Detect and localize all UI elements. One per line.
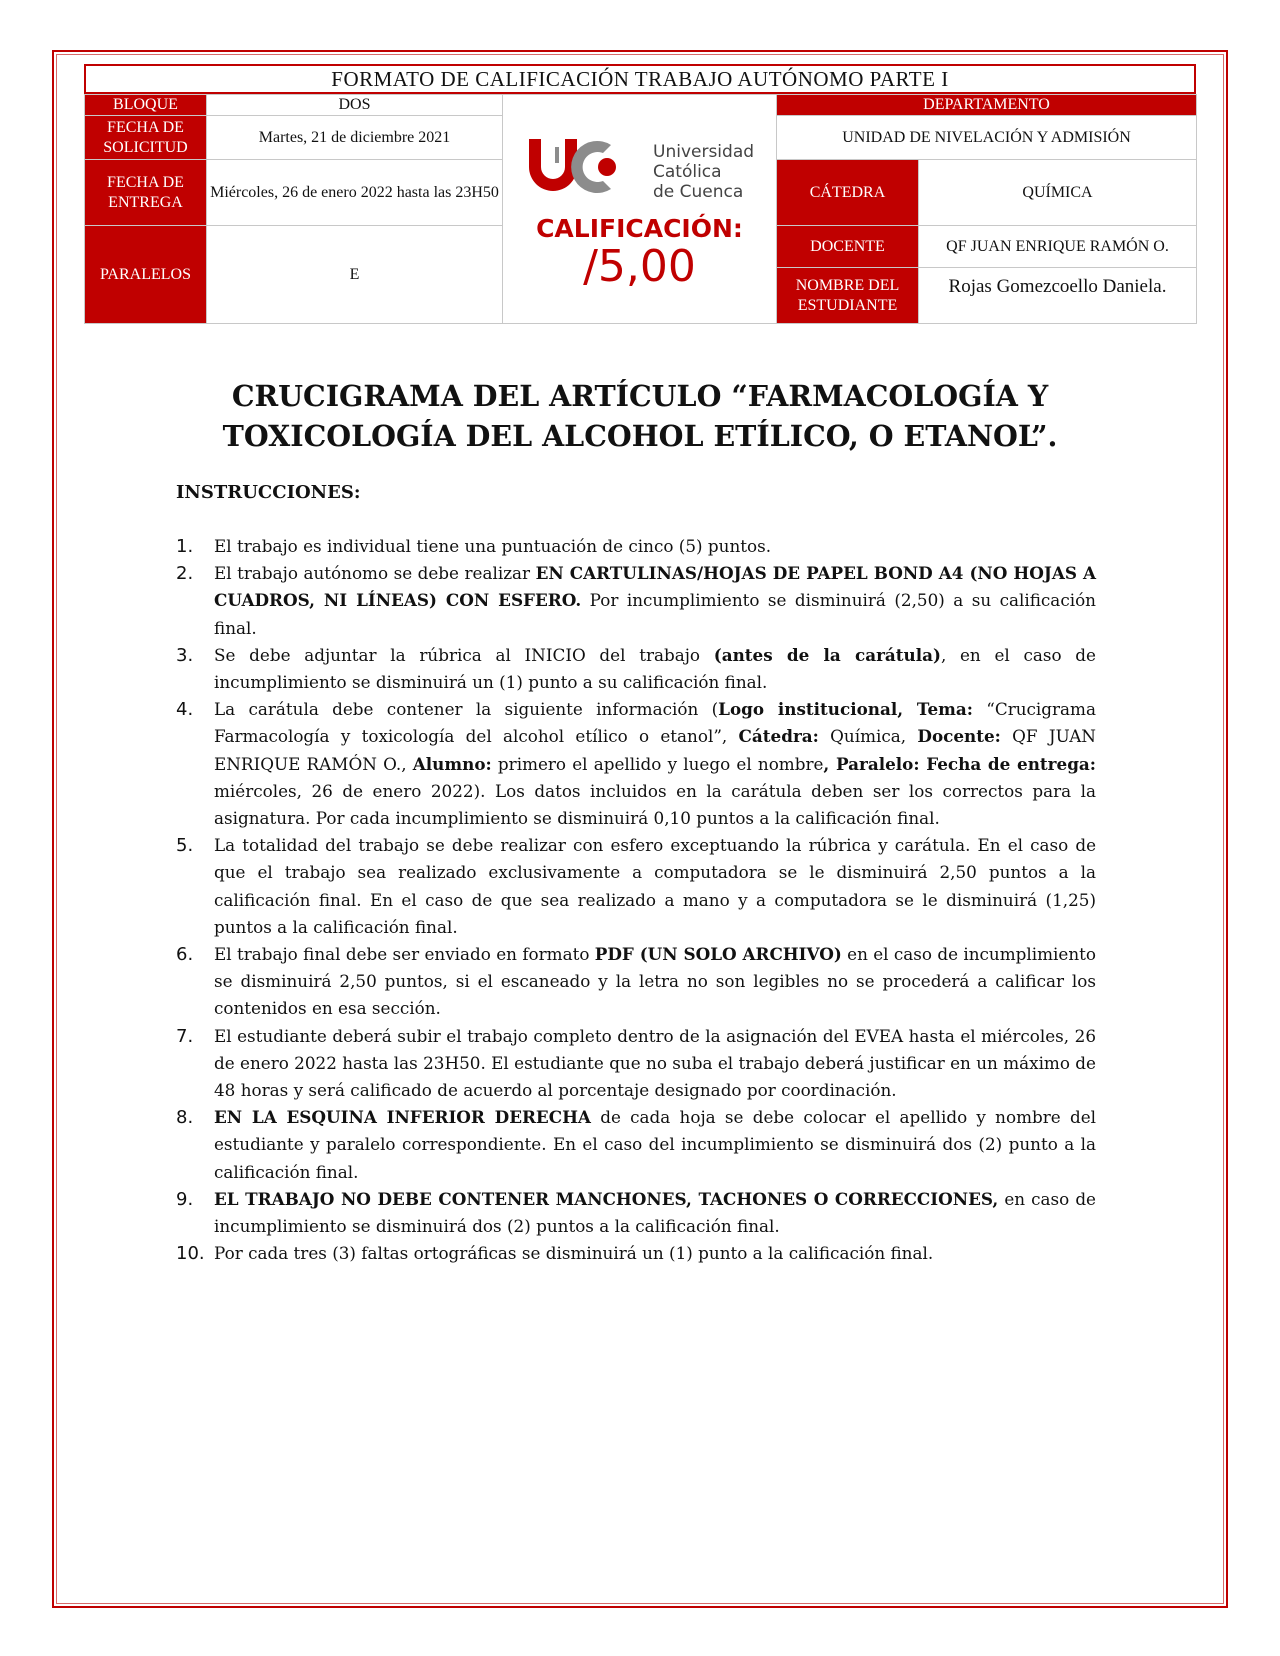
instruction-number: 7. [176, 1025, 194, 1047]
instruction-text: Docente: [917, 726, 1001, 747]
instructions-heading: INSTRUCCIONES: [176, 482, 361, 503]
instruction-text: Alumno: [412, 753, 492, 774]
instruction-text: Por cada tres (3) faltas ortográficas se disminuirá un (1) punto a la calificación final. [214, 1243, 934, 1264]
instruction-text: (antes de la carátula) [713, 644, 941, 665]
calificacion-label: CALIFICACIÓN: [536, 214, 743, 243]
instruction-text: miércoles, 26 de enero 2022). Los datos incluidos en la carátula deben ser los correctos para la asignatura. Por cada incumplimiento se disminuirá 0,10 puntos a la calificación final. [214, 780, 1096, 829]
university-logo-icon [503, 123, 777, 219]
instruction-item [176, 1023, 1096, 1105]
instruction-number: 3. [176, 644, 194, 666]
instruction-number: 1. [176, 536, 194, 557]
instruction-number: 5. [176, 835, 194, 857]
fecha-entrega-value: Miércoles, 26 de enero 2022 hasta las 23H50 [207, 160, 503, 226]
instruction-text: en el caso de incumplimiento se disminuirá 2,50 puntos, si el escaneado y la letra no son legibles no se procederá a calificar los contenidos en esa sección. [214, 944, 1096, 1019]
form-title: FORMATO DE CALIFICACIÓN TRABAJO AUTÓNOMO PARTE I [84, 64, 1196, 94]
catedra-value: QUÍMICA [919, 160, 1197, 226]
instruction-text: “Crucigrama Farmacología y toxicología del alcohol etílico o etanol”, [214, 699, 1096, 747]
instruction-text: Cátedra: [738, 726, 819, 747]
paralelos-value: E [207, 226, 503, 324]
logo-grade-cell [503, 95, 777, 324]
instruction-item [176, 696, 1096, 832]
paralelos-label: PARALELOS [85, 226, 207, 324]
header-table [84, 64, 1196, 324]
instruction-text: EL TRABAJO NO DEBE CONTENER MANCHONES, TACHONES O CORRECCIONES, [214, 1188, 999, 1209]
instruction-item [176, 832, 1096, 941]
docente-label: DOCENTE [777, 226, 919, 268]
instruction-text: Por incumplimiento se disminuirá (2,50) a su calificación final. [214, 590, 1096, 638]
instruction-text: Química, [818, 726, 918, 747]
instruction-text: primero el apellido y luego el nombre [491, 753, 824, 774]
instruction-number: 4. [176, 699, 194, 721]
instruction-item [176, 560, 1096, 642]
instruction-text: La totalidad del trabajo se debe realizar con esfero exceptuando la rúbrica y carátula. En el caso de que el trabajo sea realizado exclusivamente a computadora se le disminuirá 2,50 puntos a la calificación final. En el caso de que sea realizado a mano y a computadora se le disminuirá (1,25) puntos a la calificación final. [214, 835, 1096, 937]
instruction-text: , en el caso de incumplimiento se disminuirá un (1) punto a su calificación final. [214, 644, 1096, 693]
instruction-item [176, 533, 1096, 560]
instruction-text: El trabajo es individual tiene una puntuación de cinco (5) puntos. [214, 536, 772, 556]
logo-line3: de Cuenca [653, 182, 744, 202]
instruction-text: Logo institucional, Tema: [718, 699, 973, 720]
title-line-2: TOXICOLOGÍA DEL ALCOHOL ETÍLICO, O ETANOL”. [222, 419, 1058, 453]
instruction-text: en caso de incumplimiento se disminuirá dos (2) puntos a la calificación final. [214, 1188, 1096, 1237]
university-logo [503, 123, 776, 219]
instruction-text: El trabajo autónomo se debe realizar [214, 563, 536, 584]
instruction-text: EN CARTULINAS/HOJAS DE PAPEL BOND A4 (NO HOJAS A CUADROS, NI LÍNEAS) CON ESFERO. [214, 563, 1097, 611]
instructions-list [176, 533, 1096, 1267]
instruction-text: La carátula debe contener la siguiente información ( [214, 699, 719, 720]
instruction-text: EN LA ESQUINA INFERIOR DERECHA [214, 1107, 591, 1128]
bloque-label: BLOQUE [85, 95, 207, 116]
instruction-number: 8. [176, 1107, 194, 1129]
instruction-text: de cada hoja se debe colocar el apellido y nombre del estudiante y paralelo correspondiente. En el caso del incumplimiento se disminuirá dos (2) punto a la calificación final. [214, 1107, 1096, 1182]
instruction-number: 2. [176, 563, 194, 585]
logo-line2: Católica [653, 162, 722, 182]
instruction-text: El estudiante deberá subir el trabajo completo dentro de la asignación del EVEA hasta el miércoles, 26 de enero 2022 hasta las 23H50. El estudiante que no suba el trabajo deberá justificar en un máximo de 48 horas y será calificado de acuerdo al porcentaje designado por coordinación. [214, 1025, 1096, 1101]
instruction-number: 9. [176, 1188, 194, 1210]
instruction-text: QF JUAN ENRIQUE RAMÓN O., [214, 726, 1096, 774]
docente-value: QF JUAN ENRIQUE RAMÓN O. [919, 226, 1197, 268]
instruction-item [176, 1104, 1096, 1186]
document-title [120, 376, 1160, 456]
instruction-number: 6. [176, 944, 194, 966]
instruction-item [176, 1240, 1096, 1267]
fecha-solicitud-label: FECHA DE SOLICITUD [85, 116, 207, 160]
instruction-text: Se debe adjuntar la rúbrica al INICIO del trabajo [214, 644, 714, 665]
fecha-solicitud-value: Martes, 21 de diciembre 2021 [207, 116, 503, 160]
instruction-item [176, 941, 1096, 1023]
estudiante-label: NOMBRE DEL ESTUDIANTE [777, 268, 919, 324]
instruction-text: El trabajo final debe ser enviado en formato [214, 944, 595, 965]
instruction-item [176, 642, 1096, 696]
title-line-1: CRUCIGRAMA DEL ARTÍCULO “FARMACOLOGÍA Y [231, 379, 1049, 413]
estudiante-cell [919, 268, 1197, 324]
instruction-number: 10. [176, 1243, 205, 1265]
bloque-value: DOS [207, 95, 503, 116]
departamento-label: DEPARTAMENTO [777, 95, 1197, 116]
estudiante-value: Rojas Gomezcoello Daniela. [948, 275, 1167, 297]
departamento-value: UNIDAD DE NIVELACIÓN Y ADMISIÓN [777, 116, 1197, 160]
logo-line1: Universidad [653, 142, 755, 162]
instruction-text: , Paralelo: Fecha de entrega: [823, 753, 1096, 774]
calificacion-value: /5,00 [583, 241, 696, 292]
instruction-item [176, 1186, 1096, 1240]
fecha-entrega-label: FECHA DE ENTREGA [85, 160, 207, 226]
instruction-text: PDF (UN SOLO ARCHIVO) [594, 944, 842, 965]
catedra-label: CÁTEDRA [777, 160, 919, 226]
